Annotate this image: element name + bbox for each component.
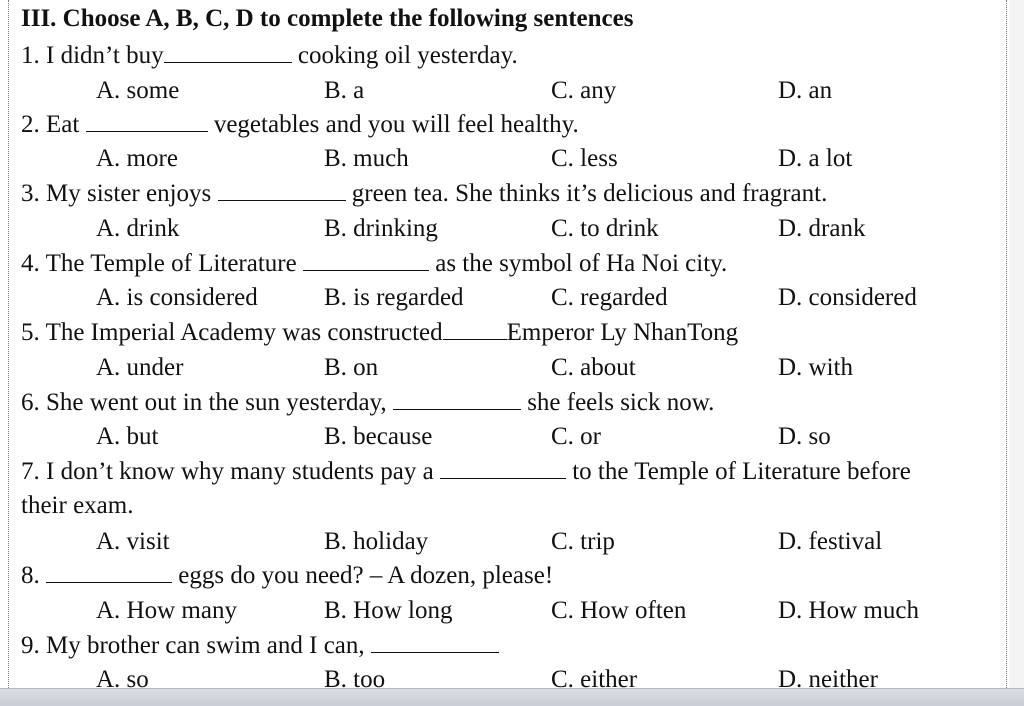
question-2 bbox=[21, 110, 579, 140]
option-c: C. or bbox=[551, 423, 601, 450]
question-text-before: My brother can swim and I can, bbox=[46, 632, 371, 659]
option-b: B. much bbox=[324, 145, 409, 172]
option-c: C. regarded bbox=[551, 284, 668, 311]
option-b: B. a bbox=[324, 77, 365, 104]
answer-blank bbox=[443, 319, 507, 340]
answer-blank bbox=[303, 250, 429, 271]
question-text-before: My sister enjoys bbox=[46, 180, 218, 207]
option-a: A. but bbox=[96, 423, 159, 450]
question-text-after: as the symbol of Ha Noi city. bbox=[428, 250, 728, 277]
question-text-after: cooking oil yesterday. bbox=[291, 42, 518, 69]
option-b: B. because bbox=[324, 423, 433, 450]
option-d: D. How much bbox=[778, 597, 919, 624]
option-c: C. about bbox=[551, 354, 636, 381]
answer-blank bbox=[440, 458, 566, 479]
question-6 bbox=[21, 388, 714, 418]
question-number: 3. bbox=[21, 180, 40, 207]
option-d: D. neither bbox=[778, 666, 878, 688]
option-a: A. visit bbox=[96, 528, 170, 555]
option-c: C. either bbox=[551, 666, 638, 688]
question-text-after: to the Temple of Literature before bbox=[565, 458, 911, 485]
question-number: 6. bbox=[21, 389, 40, 416]
question-7 bbox=[21, 457, 911, 487]
question-number: 4. bbox=[21, 250, 40, 277]
option-b: B. holiday bbox=[324, 528, 429, 555]
question-text-after: eggs do you need? – A dozen, please! bbox=[172, 562, 554, 589]
question-text-before: Eat bbox=[46, 111, 86, 138]
option-c: C. less bbox=[551, 145, 618, 172]
option-b: B. is regarded bbox=[324, 284, 464, 311]
question-text-before: I don’t know why many students pay a bbox=[46, 458, 440, 485]
option-d: D. considered bbox=[778, 284, 917, 311]
question-text-before: The Temple of Literature bbox=[45, 250, 303, 277]
option-b: B. drinking bbox=[324, 215, 438, 242]
question-text-before: She went out in the sun yesterday, bbox=[46, 389, 393, 416]
option-c: C. How often bbox=[551, 597, 687, 624]
question-text-after: Emperor Ly NhanTong bbox=[506, 319, 739, 346]
option-a: A. so bbox=[96, 666, 149, 688]
answer-blank bbox=[371, 632, 499, 653]
answer-blank bbox=[164, 42, 292, 63]
option-c: C. trip bbox=[551, 528, 615, 555]
question-8 bbox=[21, 561, 553, 591]
right-margin-guide bbox=[1006, 0, 1007, 688]
option-d: D. so bbox=[778, 423, 831, 450]
question-number: 1. bbox=[21, 42, 40, 69]
question-text-before: The Imperial Academy was constructed bbox=[45, 319, 443, 346]
question-7-continuation: their exam. bbox=[21, 492, 134, 519]
question-1 bbox=[21, 41, 518, 71]
answer-blank bbox=[46, 562, 172, 583]
question-number: 5. bbox=[21, 319, 40, 346]
document-page bbox=[8, 0, 1009, 688]
question-text-after: she feels sick now. bbox=[520, 389, 715, 416]
option-b: B. on bbox=[324, 354, 379, 381]
question-4 bbox=[21, 249, 727, 279]
option-a: A. some bbox=[96, 77, 180, 104]
option-a: A. is considered bbox=[96, 284, 258, 311]
option-d: D. festival bbox=[778, 528, 883, 555]
question-number: 2. bbox=[21, 111, 40, 138]
question-3 bbox=[21, 179, 827, 209]
question-text-after: vegetables and you will feel healthy. bbox=[207, 111, 579, 138]
option-a: A. How many bbox=[96, 597, 237, 624]
question-number: 9. bbox=[21, 632, 40, 659]
option-c: C. any bbox=[551, 77, 617, 104]
answer-blank bbox=[393, 389, 521, 410]
question-number: 7. bbox=[21, 458, 40, 485]
option-d: D. a lot bbox=[778, 145, 853, 172]
option-b: B. too bbox=[324, 666, 386, 688]
answer-blank bbox=[86, 111, 208, 132]
option-a: A. drink bbox=[96, 215, 180, 242]
question-number: 8. bbox=[21, 562, 40, 589]
option-d: D. with bbox=[778, 354, 853, 381]
option-c: C. to drink bbox=[551, 215, 659, 242]
question-9 bbox=[21, 631, 499, 661]
option-b: B. How long bbox=[324, 597, 453, 624]
section-heading: III. Choose A, B, C, D to complete the following sentences bbox=[21, 5, 634, 32]
right-gutter bbox=[1009, 0, 1024, 688]
option-a: A. more bbox=[96, 145, 178, 172]
bottom-scrollbar[interactable] bbox=[0, 688, 1024, 706]
option-d: D. an bbox=[778, 77, 833, 104]
option-d: D. drank bbox=[778, 215, 866, 242]
question-text-before: I didn’t buy bbox=[46, 42, 164, 69]
answer-blank bbox=[218, 180, 346, 201]
question-5 bbox=[21, 318, 738, 348]
option-a: A. under bbox=[96, 354, 184, 381]
question-text-after: green tea. She thinks it’s delicious and fragrant. bbox=[345, 180, 828, 207]
